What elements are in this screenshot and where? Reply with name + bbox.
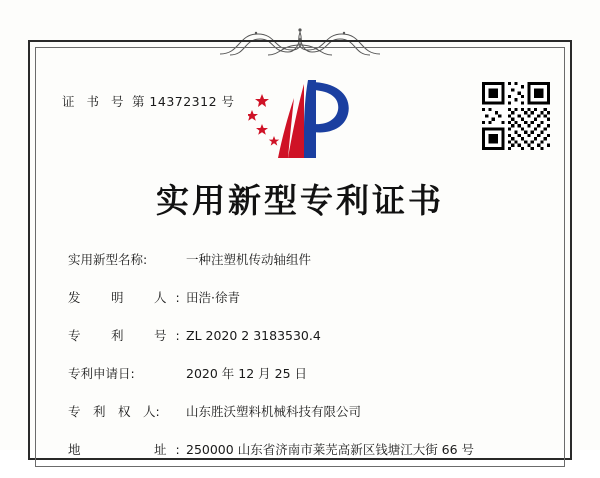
certificate-number-label: 证 书 号: [62, 94, 128, 109]
field-value-application-date: 2020 年 12 月 25 日: [186, 366, 307, 381]
field-value-utility-model-name: 一种注塑机传动轴组件: [186, 252, 312, 267]
field-row: [68, 364, 540, 382]
field-label-utility-model-name: 实用新型名称:: [68, 252, 148, 267]
field-list: [68, 250, 540, 478]
field-value-patentee: 山东胜沃塑料机械科技有限公司: [186, 404, 362, 419]
field-label-inventor: 发 明 人:: [68, 290, 189, 305]
field-label-patentee: 专 利 权 人:: [68, 404, 160, 419]
qr-code-icon: [482, 82, 550, 150]
field-row: [68, 326, 540, 344]
field-row: [68, 250, 540, 268]
certificate-number: [62, 92, 235, 110]
field-row: [68, 440, 540, 458]
field-value-patent-number: ZL 2020 2 3183530.4: [186, 328, 321, 343]
field-value-inventor: 田浩·徐青: [186, 290, 240, 305]
field-label-application-date: 专利申请日:: [68, 366, 135, 381]
page-title: 实用新型专利证书: [156, 181, 444, 220]
field-label-address: 地 址:: [68, 442, 189, 457]
field-value-address: 250000 山东省济南市莱芜高新区钱塘江大街 66 号: [186, 442, 475, 457]
certificate-number-value: 第 14372312 号: [131, 94, 235, 109]
cnipa-logo-icon: [248, 78, 358, 164]
field-row: [68, 402, 540, 420]
field-row: [68, 288, 540, 306]
field-label-patent-number: 专 利 号:: [68, 328, 189, 343]
